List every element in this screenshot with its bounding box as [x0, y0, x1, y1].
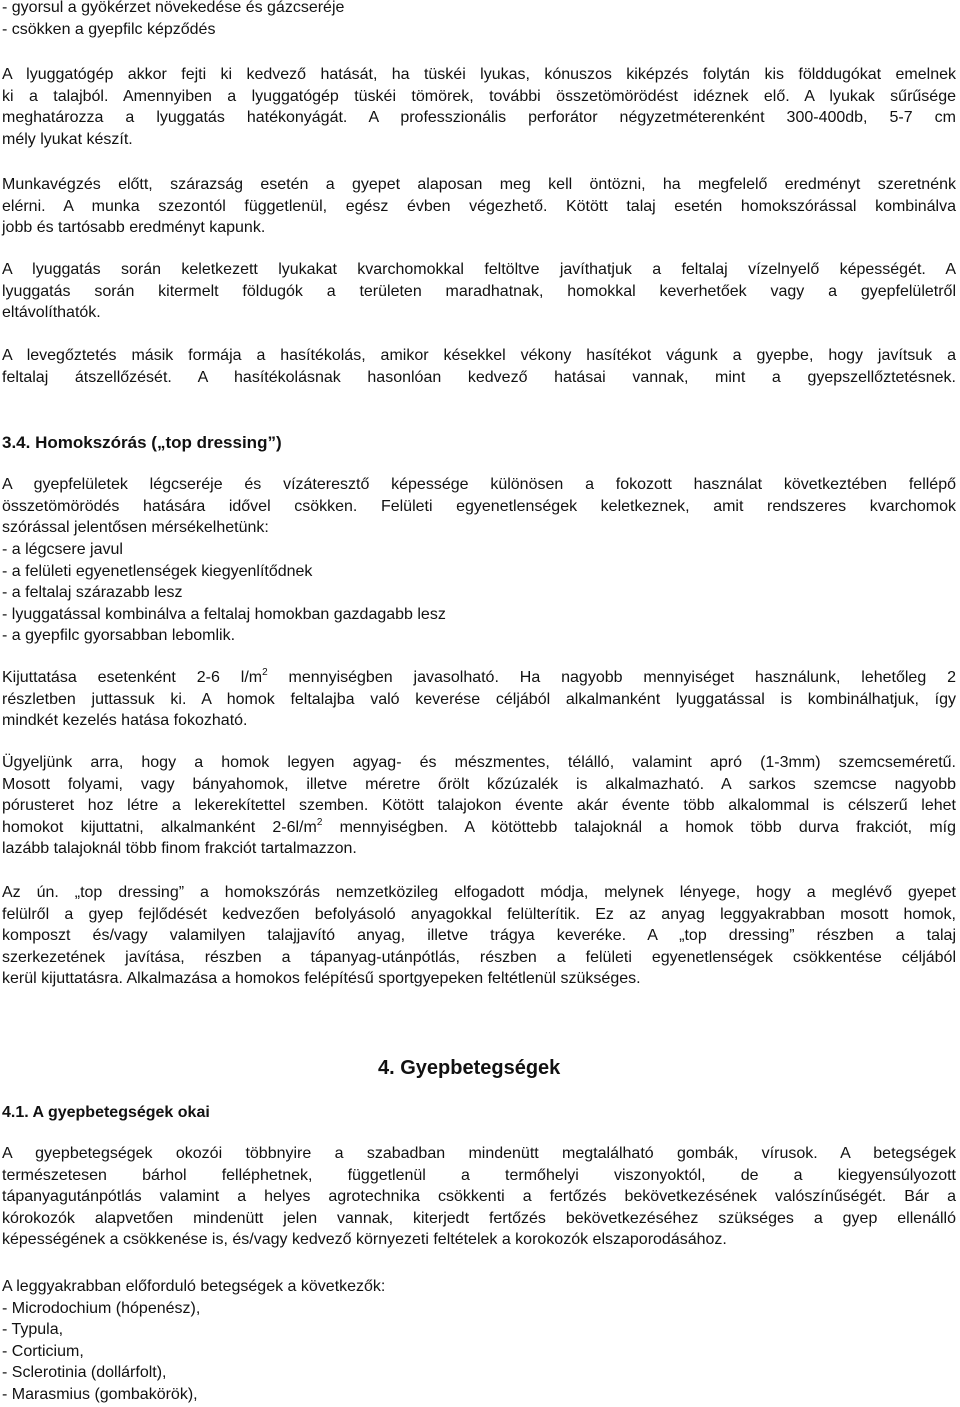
list-item: - Corticium, [2, 1342, 84, 1360]
text-line: Ügyeljünk arra, hogy a homok legyen agyag- és mészmentes, télálló, valamint apró (1-3mm) szemcseméretű. [2, 754, 956, 771]
text-line: A gyepbetegségek okozói többnyire a szabadban mindenütt megtalálható gombák, vírusok. A betegségek [2, 1145, 956, 1162]
text-line: A leggyakrabban előforduló betegségek a következők: [2, 1278, 386, 1295]
text-line: komposzt és/vagy valamilyen talajjavító anyag, illetve trágya keveréke. A „top dressing” részben a talaj [2, 927, 956, 945]
text-line: Munkavégzés előtt, szárazság esetén a gyepet alaposan meg kell öntözni, ha megfelelő eredményt szeretnénk [2, 176, 956, 193]
list-item: - gyorsul a gyökérzet növekedése és gázcseréje [2, 0, 345, 16]
text-line: A lyuggatógép akkor fejti ki kedvező hatását, ha tüskéi lyukas, kónuszos kiképzés folytán kis földdugókat emelnek [2, 66, 956, 83]
list-item: - a gyepfilc gyorsabban lebomlik. [2, 627, 236, 645]
paragraph-leggyakrabban [2, 1276, 956, 1406]
text-line: pórusteret hoz létre a lekerekítettel szemben. Kötött talajokon évente akár évente több alkalommal is célszerű lehet [2, 797, 956, 815]
list-item: - csökken a gyepfilc képződés [2, 20, 216, 38]
text-line: mindkét kezelés hatása fokozható. [2, 712, 248, 730]
list-item: - Sclerotinia (dollárfolt), [2, 1364, 167, 1382]
text-line: kerül kijuttatásra. Alkalmazása a homokos felépítésű sportgyepeken feltétlenül szükséges. [2, 970, 641, 988]
paragraph-ugyeljunk [2, 752, 956, 860]
text-line: tápanyagutánpótlás valamint a helyes agrotechnika csökkenti a fertőzés bekövetkezésének valószínűségét. Bár a [2, 1188, 956, 1206]
chapter-heading-4: 4. Gyepbetegségek [378, 1057, 561, 1079]
text-line: A gyepfelületek légcseréje és vízáteresztő képessége különösen a fokozott használat következtében fellépő [2, 476, 956, 493]
text-line: természetesen bárhol felléphetnek, függetlenül a termőhelyi viszonyoktól, de a kiegyensúlyozott [2, 1166, 956, 1184]
homokszoras-benefits-list [2, 539, 956, 647]
list-item: - Marasmius (gombakörök), [2, 1385, 198, 1403]
text-line: elérni. A munka szezontól függetlenül, egész évben végezhető. Kötött talaj esetén homokszórással kombinálva [2, 197, 956, 215]
list-item: - a légcsere javul [2, 541, 123, 558]
paragraph-gyepbetegsegek-okai [2, 1143, 956, 1251]
text-line: Mosott folyami, vagy bányahomok, illetve méretre őrölt kőzúzalék is alkalmazható. A sarkos szemcse nagyobb [2, 775, 956, 793]
text-line: összetömörödés hatására idővel csökken. Felületi egyenetlenségek keletkeznek, amit rendszeres kvarchomok [2, 497, 956, 515]
text-line: feltalaj átszellőzését. A hasítékolásnak hasonlóan kedvező hatásai vannak, mint a gyepszellőztetésnek. [2, 368, 956, 386]
superscript: 2 [316, 816, 323, 828]
paragraph-kvarchomok [2, 259, 956, 324]
text-line: lyuggatás során kitermelt földugók a területen maradhatnak, homokkal keverhetőek vagy a gyepfelületről [2, 282, 956, 300]
text-line: képességének a csökkenése is, és/vagy kedvező környezeti feltételek a korokozók elszaporodásához. [2, 1231, 727, 1249]
text-line: Kijuttatása esetenként 2-6 $l/m^2$ mennyiségben javasolható. Ha nagyobb mennyiséget használunk, lehetőleg 2 [2, 667, 957, 686]
list-item: - a felületi egyenetlenségek kiegyenlítődnek [2, 562, 313, 580]
text-line: ki a talajból. Amennyiben a lyuggatógép tüskéi tömörek, további összetömörödést idéznek elő. A lyukak sűrűsége [2, 87, 956, 105]
paragraph-homokszoras-intro [2, 474, 956, 539]
text-line: kórokozók alapvetően mindenütt jelen vannak, kiterjedt fertőzés bekövetkezéséhez szükséges a gyep ellenálló [2, 1209, 956, 1227]
list-item: - Typula, [2, 1321, 64, 1339]
paragraph-munkavegzes [2, 174, 956, 239]
paragraph-lyuggatogep [2, 64, 956, 150]
section-heading-3-4: 3.4. Homokszórás („top dressing”) [2, 433, 282, 452]
list-item: - Microdochium (hópenész), [2, 1299, 201, 1317]
paragraph-top-dressing [2, 882, 956, 990]
text-line: jobb és tartósabb eredményt kapunk. [2, 219, 266, 237]
text-line: meghatározza a lyuggatás hatékonyágát. A professzionális perforátor négyzetméterenként 300-400db, 5-7 cm [2, 109, 956, 127]
section-heading-4-1: 4.1. A gyepbetegségek okai [2, 1104, 210, 1121]
text-line: Az ún. „top dressing” a homokszórás nemzetközileg elfogadott módja, melynek lényege, hogy a meglévő gyepet [2, 884, 956, 901]
text-line: szerkezetének javítása, részben a tápanyag-utánpótlás, részben a felületi egyenetlenségek csökkentése céljából [2, 948, 956, 966]
text-line: részletben juttassuk ki. A homok feltalajba való keverése céljából alkalmanként lyuggatással is kombinálhatjuk, így [2, 690, 956, 708]
text-line: eltávolíthatók. [2, 304, 101, 322]
superscript: 2 [262, 667, 268, 678]
text-line: felülről a gyep fejlődését kedvezően befolyásoló anyagokkal felülterítik. Ez az anyag leggyakrabban mosott homok, [2, 905, 956, 923]
text-line: A lyuggatás során keletkezett lyukakat kvarchomokkal feltöltve javíthatjuk a feltalaj vízelnyelő képességét. A [2, 261, 956, 278]
paragraph-kijuttatas [2, 667, 956, 732]
text-line: lazább talajoknál több finom frakciót tartalmazzon. [2, 840, 357, 858]
text-line: homokot kijuttatni, alkalmanként $2-6l/m^2$ mennyiségben. A kötöttebb talajoknál a homok több durva frakciót, míg [2, 816, 956, 836]
list-item: - a feltalaj szárazabb lesz [2, 584, 183, 602]
text-line: A levegőztetés másik formája a hasítékolás, amikor késekkel vékony hasítékot vágunk a gyepbe, hogy javítsuk a [2, 347, 956, 364]
list-item: - lyuggatással kombinálva a feltalaj homokban gazdagabb lesz [2, 605, 446, 623]
paragraph-hasitekolas [2, 345, 956, 388]
intro-list [2, 0, 956, 40]
text-line: szórással jelentősen mérsékelhetünk: [2, 519, 269, 537]
text-line: mély lyukat készít. [2, 130, 133, 148]
